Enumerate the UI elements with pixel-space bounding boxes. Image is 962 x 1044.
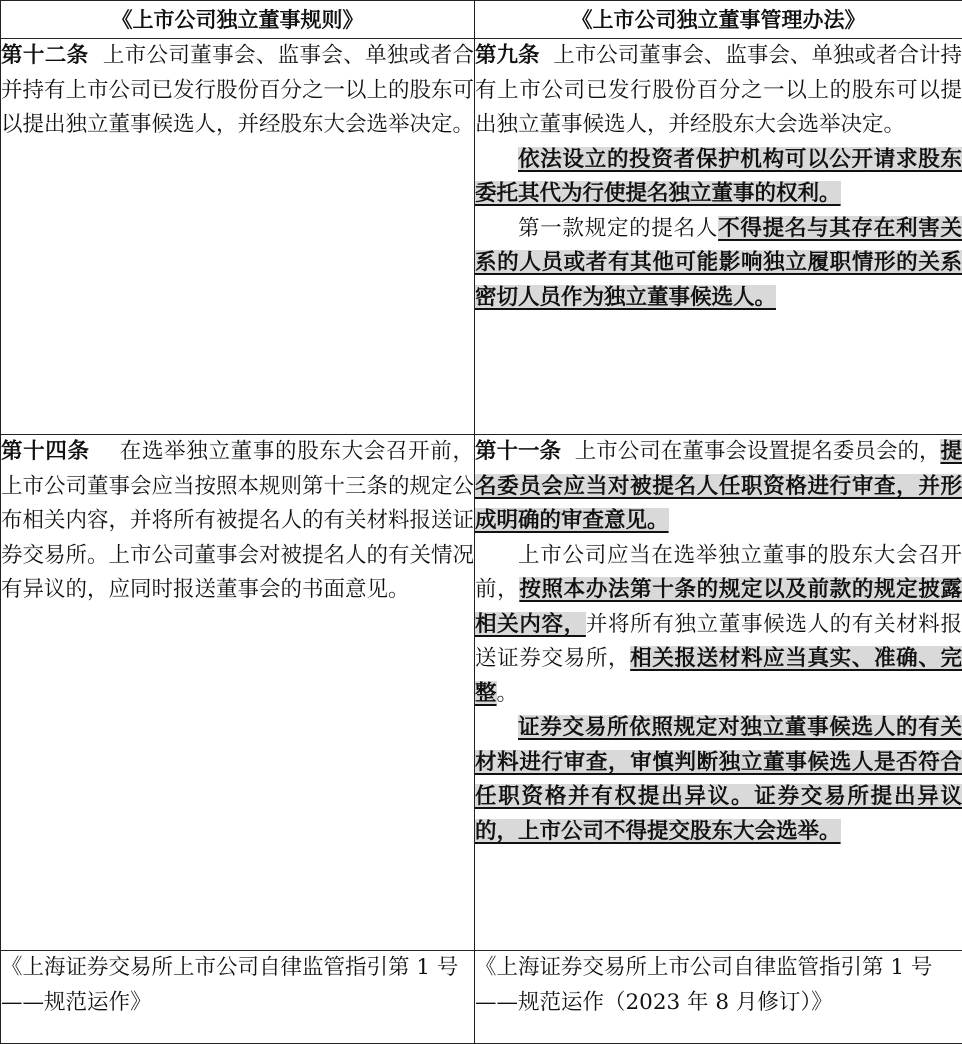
row1-left-paragraph [1, 39, 474, 143]
footer-left: 《上海证券交易所上市公司自律监管指引第 1 号——规范运作》 [1, 951, 475, 1044]
article-9-highlight-2: 不得提名与其存在利害关系的人员或者有其他可能影响独立履职情形的关系密切人员作为独立董事候选人。 [475, 215, 962, 310]
article-9-para3-text: 第一款规定的提名人 [518, 215, 719, 241]
row2-left-cell [1, 435, 475, 951]
footer-row [1, 951, 962, 1044]
article-12-label: 第十二条 [1, 43, 89, 68]
row1-right-paragraph-1 [475, 39, 962, 143]
row1-right-paragraph-2 [475, 143, 962, 212]
article-9-text: 上市公司董事会、监事会、单独或者合计持有上市公司已发行股份百分之一以上的股东可以提出独立董事候选人，并经股东大会选举决定。 [475, 43, 962, 137]
article-11-highlight-3: 相关报送材料应当真实、准确、完整 [475, 646, 962, 706]
row2-right-paragraph-1 [475, 435, 962, 539]
article-14-text: 在选举独立董事的股东大会召开前，上市公司董事会应当按照本规则第十三条的规定公布相关内容，并将所有被提名人的有关材料报送证券交易所。上市公司董事会对被提名人的有关情况有异议的，应同时报送董事会的书面意见。 [1, 439, 475, 602]
article-11-highlight-4: 证券交易所依照规定对独立董事候选人的有关材料进行审查，审慎判断独立董事候选人是否符合任职资格并有权提出异议。证券交易所提出异议的，上市公司不得提交股东大会选举。 [475, 715, 962, 844]
header-left: 《上市公司独立董事规则》 [1, 1, 475, 39]
article-11-label: 第十一条 [475, 439, 562, 464]
article-14-label: 第十四条 [1, 439, 90, 464]
footer-right: 《上海证券交易所上市公司自律监管指引第 1 号——规范运作（2023 年 8 月修订）》 [475, 951, 962, 1044]
article-11-para2-text-1: 上市公司应当在选举独立董事的股东大会召开前， [475, 542, 962, 602]
article-11-highlight-1: 提名委员会应当对被提名人任职资格进行审查，并形成明确的审查意见。 [475, 439, 962, 533]
header-right: 《上市公司独立董事管理办法》 [475, 1, 962, 39]
table-row [1, 39, 962, 435]
row1-left-cell [1, 39, 475, 435]
article-11-para2-end: 。 [496, 680, 519, 706]
row2-right-cell [475, 435, 962, 951]
article-11-highlight-2: 按照本办法第十条的规定以及前款的规定披露相关内容， [475, 577, 962, 637]
row2-left-paragraph [1, 435, 474, 608]
article-11-para2-text-2: 并将所有独立董事候选人的有关材料报送证券交易所， [475, 611, 962, 671]
header-row [1, 1, 962, 39]
row1-right-paragraph-3 [475, 212, 962, 316]
article-9-highlight-1: 依法设立的投资者保护机构可以公开请求股东委托其代为行使提名独立董事的权利。 [475, 146, 962, 206]
row2-right-paragraph-3 [475, 711, 962, 849]
article-9-label: 第九条 [475, 43, 540, 68]
article-12-text: 上市公司董事会、监事会、单独或者合并持有上市公司已发行股份百分之一以上的股东可以提出独立董事候选人，并经股东大会选举决定。 [1, 43, 475, 137]
row2-right-paragraph-2 [475, 539, 962, 712]
row1-right-cell [475, 39, 962, 435]
table-row [1, 435, 962, 951]
article-11-text: 上市公司在董事会设置提名委员会的， [574, 439, 941, 464]
